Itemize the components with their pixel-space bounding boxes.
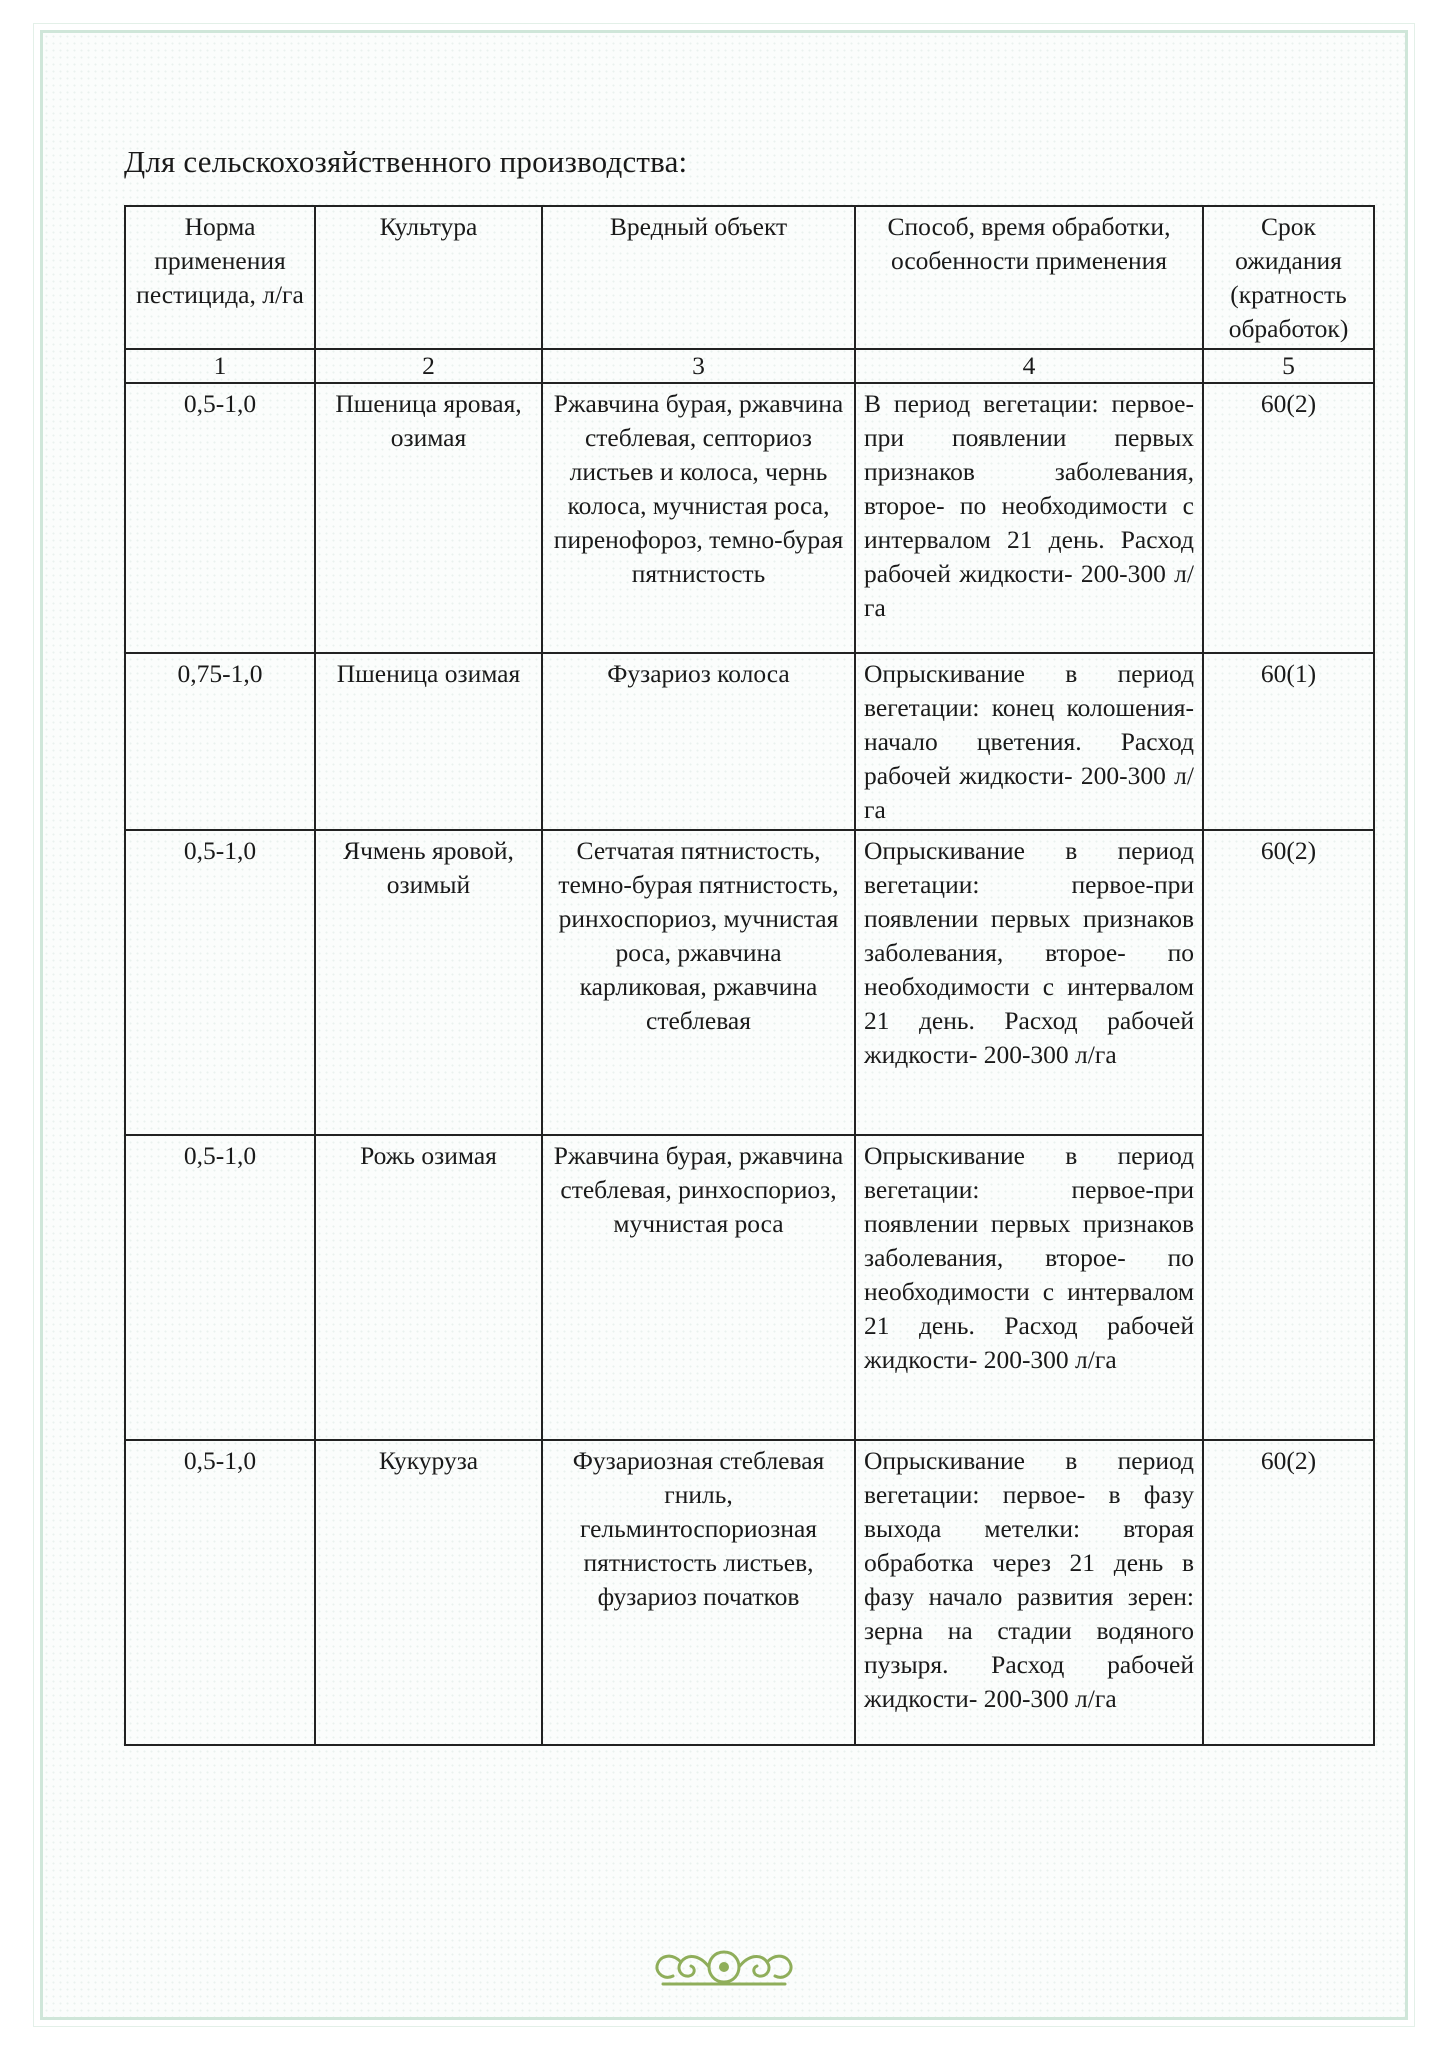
cell-crop: Кукуруза bbox=[315, 1440, 542, 1745]
cell-crop: Пшеница озимая bbox=[315, 653, 542, 830]
regulations-table bbox=[124, 205, 1375, 1746]
cell-rate: 0,5-1,0 bbox=[125, 1440, 315, 1745]
cell-method: Опрыскивание в период вегетации: первое-при появлении первых признаков заболевания, второе- по необходимости с интервалом 21 день. Расход рабочей жидкости- 200-300 л/га bbox=[855, 830, 1203, 1135]
cell-waiting: 60(2) bbox=[1203, 830, 1374, 1440]
column-number: 4 bbox=[855, 349, 1203, 383]
cell-pest: Ржавчина бурая, ржавчина стеблевая, септориоз листьев и колоса, чернь колоса, мучнистая роса, пиренофороз, темно-бурая пятнистость bbox=[542, 383, 855, 653]
cell-waiting: 60(2) bbox=[1203, 1440, 1374, 1745]
cell-crop: Пшеница яровая, озимая bbox=[315, 383, 542, 653]
cell-rate: 0,75-1,0 bbox=[125, 653, 315, 830]
cell-rate: 0,5-1,0 bbox=[125, 830, 315, 1135]
column-number: 5 bbox=[1203, 349, 1374, 383]
cell-crop: Рожь озимая bbox=[315, 1135, 542, 1440]
table-row bbox=[125, 1135, 1374, 1440]
cell-rate: 0,5-1,0 bbox=[125, 383, 315, 653]
column-number: 1 bbox=[125, 349, 315, 383]
cell-pest: Сетчатая пятнистость, темно-бурая пятнистость, ринхоспориоз, мучнистая роса, ржавчина карликовая, ржавчина стеблевая bbox=[542, 830, 855, 1135]
header-rate: Норма применения пестицида, л/га bbox=[125, 206, 315, 349]
decorative-ornament-icon bbox=[651, 1944, 797, 1990]
cell-rate: 0,5-1,0 bbox=[125, 1135, 315, 1440]
cell-waiting: 60(1) bbox=[1203, 653, 1374, 830]
column-number-row bbox=[125, 349, 1374, 383]
column-number: 3 bbox=[542, 349, 855, 383]
header-crop: Культура bbox=[315, 206, 542, 349]
table-row bbox=[125, 383, 1374, 653]
header-waiting: Срок ожидания (кратность обработок) bbox=[1203, 206, 1374, 349]
cell-method: Опрыскивание в период вегетации: первое- в фазу выхода метелки: вторая обработка через 21 день в фазу начало развития зерен: зерна на стадии водяного пузыря. Расход рабочей жидкости- 200-300 л/га bbox=[855, 1440, 1203, 1745]
cell-crop: Ячмень яровой, озимый bbox=[315, 830, 542, 1135]
cell-pest: Ржавчина бурая, ржавчина стеблевая, ринхоспориоз, мучнистая роса bbox=[542, 1135, 855, 1440]
header-pest: Вредный объект bbox=[542, 206, 855, 349]
table-row bbox=[125, 830, 1374, 1135]
column-number: 2 bbox=[315, 349, 542, 383]
cell-method: В период вегетации: первое-при появлении первых признаков заболевания, второе- по необходимости с интервалом 21 день. Расход рабочей жидкости- 200-300 л/га bbox=[855, 383, 1203, 653]
document-heading: Для сельскохозяйственного производства: bbox=[124, 144, 688, 179]
cell-pest: Фузариоз колоса bbox=[542, 653, 855, 830]
table-row bbox=[125, 1440, 1374, 1745]
cell-pest: Фузариозная стеблевая гниль, гельминтоспориозная пятнистость листьев, фузариоз початков bbox=[542, 1440, 855, 1745]
cell-method: Опрыскивание в период вегетации: первое-при появлении первых признаков заболевания, второе- по необходимости с интервалом 21 день. Расход рабочей жидкости- 200-300 л/га bbox=[855, 1135, 1203, 1440]
cell-method: Опрыскивание в период вегетации: конец колошения-начало цветения. Расход рабочей жидкости- 200-300 л/га bbox=[855, 653, 1203, 830]
table-row bbox=[125, 653, 1374, 830]
header-row bbox=[125, 206, 1374, 349]
header-method: Способ, время обработки, особенности применения bbox=[855, 206, 1203, 349]
cell-waiting: 60(2) bbox=[1203, 383, 1374, 653]
